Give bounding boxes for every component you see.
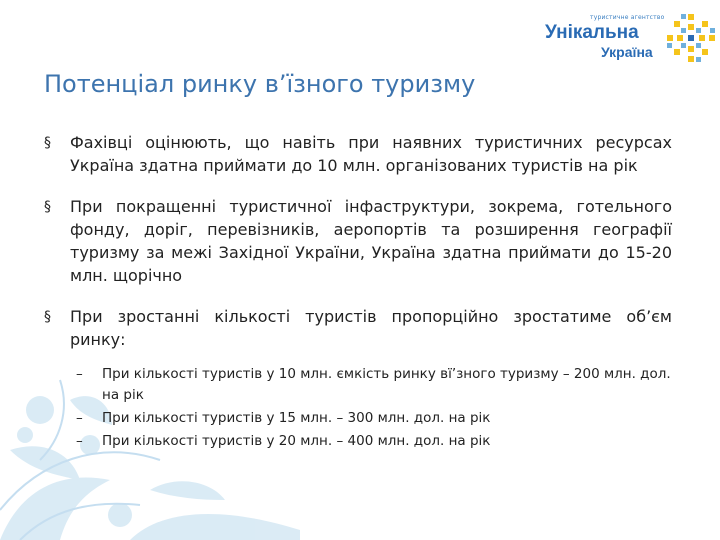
bullet-list [44, 131, 672, 452]
sub-bullet-text: При кількості туристів у 10 млн. ємкість ринку вї’зного туризму – 200 млн. дол. на рік [102, 366, 671, 403]
bullet-text: При покращенні туристичної інфаструктури, зокрема, готельного фонду, доріг, перевізників, аеропортів та розширення географії туризму за межі Західної України, Україна здатна приймати до 15-20 млн. щорічно [70, 197, 672, 285]
sub-bullet-item [44, 408, 672, 429]
logo-main-text: Унікальна [545, 22, 639, 43]
bullet-marker: § [44, 309, 51, 325]
sub-bullet-marker: – [76, 433, 83, 449]
sub-bullet-marker: – [76, 410, 83, 426]
bullet-item [44, 195, 672, 287]
bullet-marker: § [44, 199, 51, 215]
logo-tagline: туристичне агентство [590, 14, 665, 21]
sub-bullet-item [44, 364, 672, 406]
logo-sub-text: Україна [601, 44, 653, 60]
brand-logo [545, 10, 715, 70]
sun-star-icon [665, 12, 717, 64]
bullet-item [44, 131, 672, 177]
bullet-item [44, 305, 672, 351]
sub-bullet-marker: – [76, 366, 83, 382]
sub-bullet-item [44, 431, 672, 452]
bullet-marker: § [44, 135, 51, 151]
sub-bullet-text: При кількості туристів у 20 млн. – 400 млн. дол. на рік [102, 433, 491, 449]
slide-title: Потенціал ринку в’їзного туризму [44, 70, 476, 98]
bullet-text: Фахівці оцінюють, що навіть при наявних туристичних ресурсах Україна здатна приймати до 10 млн. організованих туристів на рік [70, 133, 672, 175]
sub-bullet-text: При кількості туристів у 15 млн. – 300 млн. дол. на рік [102, 410, 491, 426]
bullet-text: При зростанні кількості туристів пропорційно зростатиме об’єм ринку: [70, 307, 672, 349]
